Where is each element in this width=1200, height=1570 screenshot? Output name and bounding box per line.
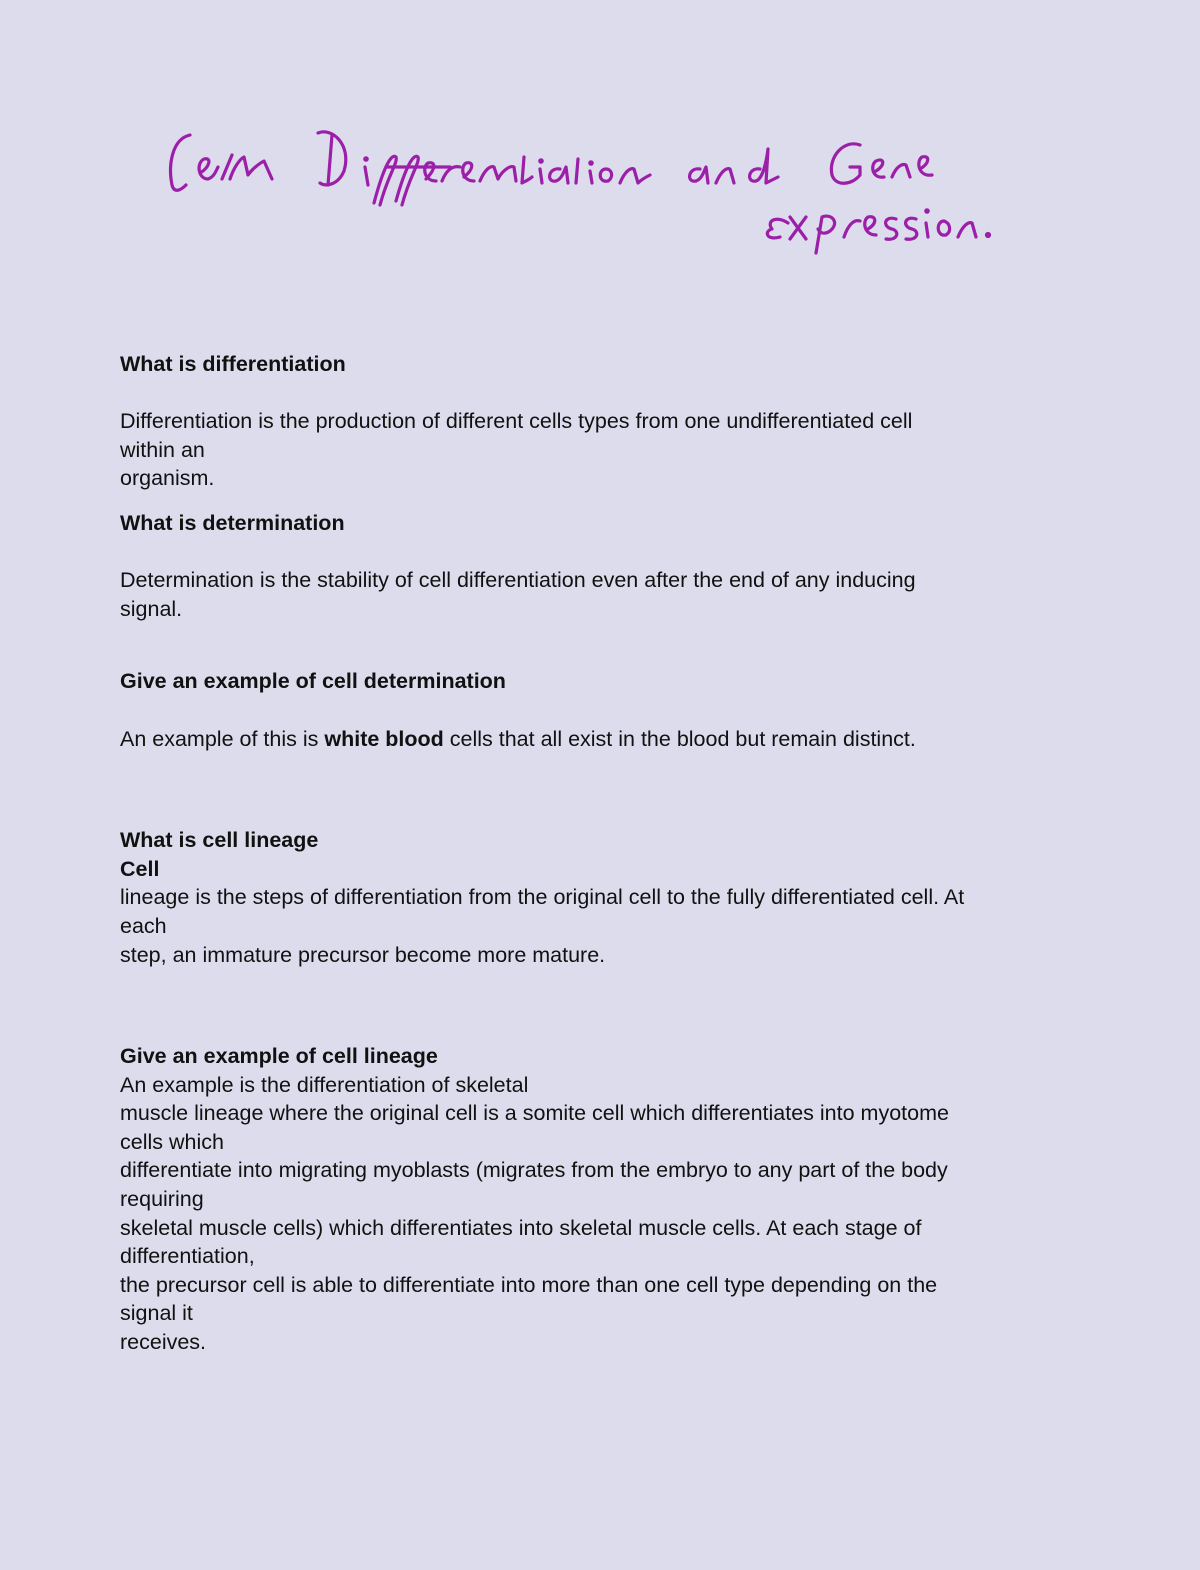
paragraph-line: organism. (120, 466, 215, 491)
example-text-post: cells that all exist in the blood but remain distinct. (443, 726, 916, 751)
paragraph-line: signal it (120, 1301, 193, 1326)
paragraph-line: step, an immature precursor become more mature. (120, 942, 606, 967)
paragraph-line: lineage is the steps of differentiation from the original cell to the fully differentiated cell. At (120, 885, 965, 910)
paragraph-line: differentiation, (120, 1244, 255, 1269)
paragraph-line: each (120, 913, 167, 938)
paragraph-line: An example is the differentiation of skeletal (120, 1072, 529, 1097)
paragraph-line: receives. (120, 1330, 207, 1355)
heading-differentiation: What is differentiation (120, 352, 346, 376)
paragraph-line: differentiate into migrating myoblasts (migrates from the embryo to any part of the body (120, 1158, 948, 1183)
paragraph-line: the precursor cell is able to differentiate into more than one cell type depending on the (120, 1272, 938, 1297)
example-text-bold: white blood (324, 726, 444, 751)
paragraph-line: requiring (120, 1187, 204, 1212)
paragraph-line: Determination is the stability of cell differentiation even after the end of any inducing (120, 568, 916, 593)
heading-lineage: What is cell lineage (120, 828, 319, 853)
heading-lineage-example: Give an example of cell lineage (120, 1044, 438, 1069)
document-body (120, 350, 1090, 1357)
paragraph-line: muscle lineage where the original cell is a somite cell which differentiates into myotome (120, 1101, 949, 1126)
heading-determination: What is determination (120, 510, 345, 535)
paragraph-line (120, 725, 1090, 754)
paragraph-line: skeletal muscle cells) which differentiates into skeletal muscle cells. At each stage of (120, 1215, 922, 1240)
handwritten-title-ink (160, 105, 1020, 265)
paragraph-line: within an (120, 437, 205, 462)
handwritten-title (160, 105, 1020, 265)
subheading-cell: Cell (120, 856, 160, 881)
example-text-pre: An example of this is (120, 726, 325, 751)
paragraph-line: cells which (120, 1129, 224, 1154)
paragraph-line: signal. (120, 596, 183, 621)
heading-determination-example: Give an example of cell determination (120, 669, 506, 694)
paragraph-line: Differentiation is the production of different cells types from one undifferentiated cell (120, 409, 913, 434)
